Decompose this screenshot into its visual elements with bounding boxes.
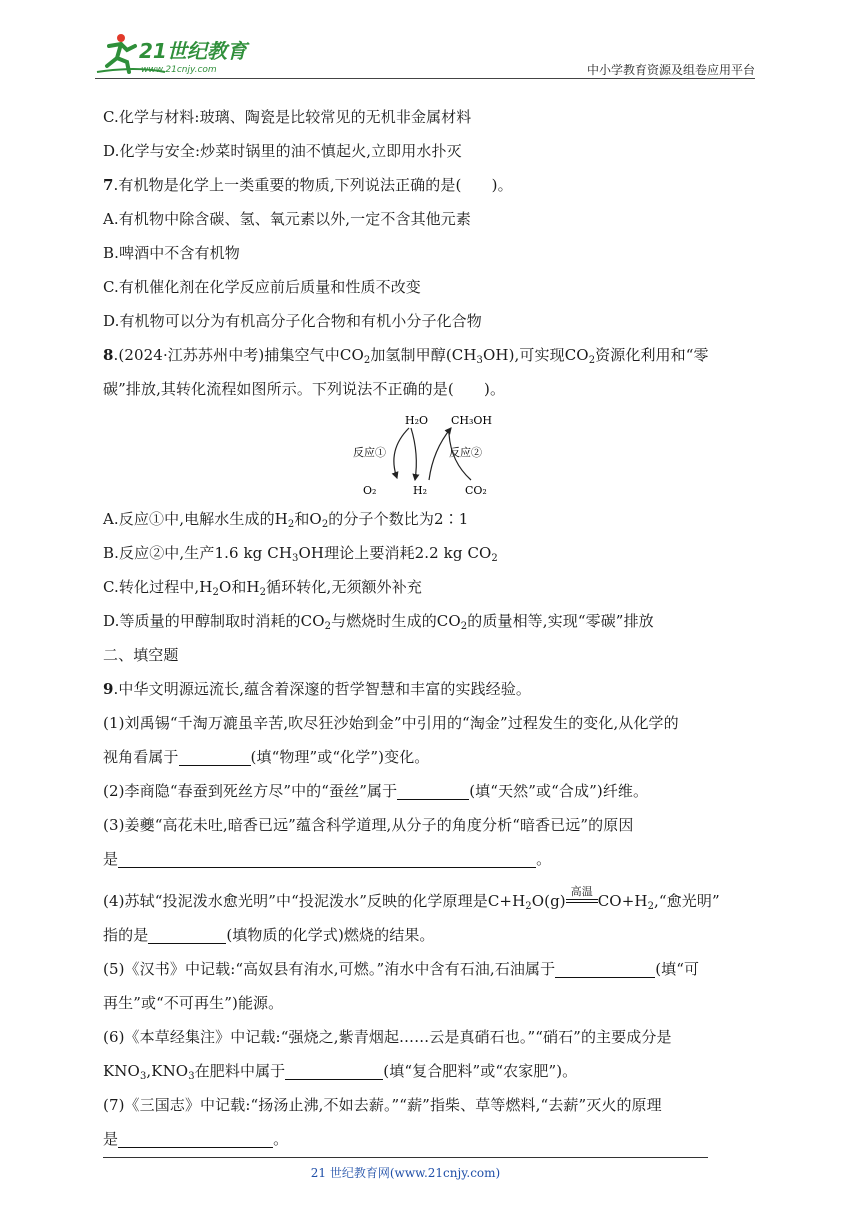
question-9 — [103, 672, 763, 706]
text-fragment: ,“愈光明” — [654, 892, 720, 910]
sub-question-6-line1: (6)《本草经集注》中记载:“强烧之,紫青烟起……云是真硝石也。”“硝石”的主要成分是 — [103, 1028, 672, 1046]
sub-question-4-line1 — [103, 884, 763, 918]
question-text: .有机物是化学上一类重要的物质,下列说法正确的是( )。 — [113, 176, 513, 194]
subscript: 2 — [287, 519, 295, 530]
option-8b — [103, 536, 763, 570]
option-8a — [103, 502, 763, 536]
text-fragment: 。 — [273, 1130, 289, 1148]
text-fragment: (填物质的化学式)燃烧的结果。 — [226, 926, 435, 944]
question-7 — [103, 168, 763, 202]
subscript: 2 — [460, 621, 468, 632]
answer-blank[interactable] — [148, 927, 226, 944]
subscript: 2 — [491, 553, 498, 564]
footer-divider — [103, 1157, 708, 1158]
arrow-to-ch3oh — [429, 428, 451, 480]
text-fragment: B.反应②中,生产1.6 kg CH — [103, 544, 293, 562]
answer-blank[interactable] — [397, 783, 469, 800]
text-fragment: (填“物理”或“化学”)变化。 — [250, 748, 430, 766]
text-fragment: C.转化过程中,H — [103, 578, 213, 596]
question-number: 8 — [103, 346, 114, 364]
logo-url: www.21cnjy.com — [141, 65, 217, 75]
text-fragment: OH理论上要消耗2.2 kg CO — [298, 544, 492, 562]
subscript: 2 — [525, 901, 532, 912]
text-fragment: 加氢制甲醇(CH — [370, 346, 477, 364]
option-6c: C.化学与材料:玻璃、陶瓷是比较常见的无机非金属材料 — [103, 108, 472, 126]
text-fragment: (填“天然”或“合成”)纤维。 — [469, 782, 649, 800]
option-7a: A.有机物中除含碳、氢、氧元素以外,一定不含其他元素 — [103, 210, 471, 228]
text-fragment: 视角看属于 — [103, 748, 179, 766]
option-7b: B.啤酒中不含有机物 — [103, 244, 240, 262]
subscript: 3 — [188, 1071, 195, 1082]
answer-blank[interactable] — [118, 851, 536, 868]
sub-question-7-line2 — [103, 1122, 763, 1156]
sub-question-2 — [103, 774, 763, 808]
reaction-condition — [566, 885, 598, 906]
text-fragment: 与燃烧时生成的CO — [331, 612, 461, 630]
answer-blank[interactable] — [285, 1063, 383, 1080]
answer-blank[interactable] — [179, 749, 251, 766]
text-fragment: (2)李商隐“春蚕到死丝方尽”中的“蚕丝”属于 — [103, 782, 398, 800]
site-name: 中小学教育资源及组卷应用平台 — [586, 63, 755, 77]
question-8 — [103, 338, 763, 372]
text-fragment: 是 — [103, 850, 119, 868]
text-fragment: (4)苏轼“投泥泼水愈光明”中“投泥泼水”反映的化学原理是C+H — [103, 892, 526, 910]
option-8c — [103, 570, 763, 604]
sub-question-3-line2 — [103, 842, 763, 876]
sub-question-4-line2 — [103, 918, 763, 952]
text-fragment: D.等质量的甲醇制取时消耗的CO — [103, 612, 325, 630]
text-fragment: 的分子个数比为2∶1 — [328, 510, 469, 528]
arrow-to-h2 — [411, 428, 416, 480]
label-co2: CO₂ — [465, 484, 487, 497]
text-fragment: 是 — [103, 1130, 119, 1148]
text-fragment: (5)《汉书》中记载:“高奴县有洧水,可燃。”洧水中含有石油,石油属于 — [103, 960, 556, 978]
text-fragment: O(g) — [531, 892, 566, 910]
sub-question-5-line1 — [103, 952, 763, 986]
text-fragment: 资源化利用和“零 — [595, 346, 709, 364]
subscript: 3 — [476, 355, 483, 366]
text-fragment: ,KNO — [146, 1062, 189, 1080]
subscript: 2 — [363, 355, 371, 366]
conversion-diagram-svg — [353, 410, 513, 498]
subscript: 3 — [292, 553, 299, 564]
label-h2o: H₂O — [405, 414, 429, 427]
text-fragment: 。 — [536, 850, 552, 868]
sub-question-3-line1: (3)姜夔“高花未吐,暗香已远”蕴含科学道理,从分子的角度分析“暗香已远”的原因 — [103, 816, 634, 834]
question-8-line2: 碳”排放,其转化流程如图所示。下列说法不正确的是( )。 — [103, 380, 506, 398]
label-h2: H₂ — [413, 484, 428, 497]
subscript: 2 — [321, 519, 329, 530]
text-fragment: 和O — [294, 510, 322, 528]
sub-question-7-line1: (7)《三国志》中记载:“扬汤止沸,不如去薪。”“薪”指柴、草等燃料,“去薪”灭火的原理 — [103, 1096, 662, 1114]
text-fragment: A.反应①中,电解水生成的H — [103, 510, 288, 528]
header-divider — [95, 78, 755, 79]
answer-blank[interactable] — [555, 961, 655, 978]
page-header — [95, 28, 755, 80]
question-content — [103, 100, 763, 1156]
question-number: 9 — [103, 680, 114, 698]
text-fragment: KNO — [103, 1062, 140, 1080]
subscript: 2 — [212, 587, 219, 598]
logo-icon — [95, 32, 265, 76]
text-fragment: 循环转化,无须额外补充 — [266, 578, 422, 596]
text-fragment: 在肥料中属于 — [194, 1062, 286, 1080]
text-fragment: (填“可 — [655, 960, 700, 978]
subscript: 2 — [647, 901, 655, 912]
text-fragment: OH),可实现CO — [483, 346, 589, 364]
conversion-diagram — [103, 406, 763, 502]
footer-text[interactable]: 21 世纪教育网(www.21cnjy.com) — [310, 1166, 501, 1180]
sub-question-1-line1: (1)刘禹锡“千淘万漉虽辛苦,吹尽狂沙始到金”中引用的“淘金”过程发生的变化,从化学的 — [103, 714, 679, 732]
text-fragment: (填“复合肥料”或“农家肥”)。 — [383, 1062, 578, 1080]
option-8d — [103, 604, 763, 638]
question-number: 7 — [103, 176, 114, 194]
logo-text: 21世纪教育 — [139, 39, 247, 63]
question-text: .中华文明源远流长,蕴含着深邃的哲学智慧和丰富的实践经验。 — [113, 680, 531, 698]
subscript: 2 — [324, 621, 332, 632]
answer-blank[interactable] — [118, 1131, 273, 1148]
label-ch3oh: CH₃OH — [451, 414, 493, 427]
option-6d: D.化学与安全:炒菜时锅里的油不慎起火,立即用水扑灭 — [103, 142, 462, 160]
label-o2: O₂ — [363, 484, 377, 497]
subscript: 3 — [139, 1071, 147, 1082]
text-fragment: O和H — [218, 578, 260, 596]
text-fragment: 的质量相等,实现“零碳”排放 — [467, 612, 654, 630]
subscript: 2 — [259, 587, 267, 598]
arrow-to-o2 — [394, 428, 409, 478]
condition-label: 高温 — [570, 885, 593, 898]
option-7c: C.有机催化剂在化学反应前后质量和性质不改变 — [103, 278, 421, 296]
text-fragment: CO+H — [597, 892, 648, 910]
text-fragment: 指的是 — [103, 926, 149, 944]
section-title: 二、填空题 — [103, 646, 179, 664]
sub-question-5-line2: 再生”或“不可再生”)能源。 — [103, 994, 284, 1012]
text-fragment: .(2024·江苏苏州中考)捕集空气中CO — [113, 346, 364, 364]
sub-question-6-line2 — [103, 1054, 763, 1088]
subscript: 2 — [588, 355, 596, 366]
sub-question-1-line2 — [103, 740, 763, 774]
label-reaction2: 反应② — [449, 446, 482, 459]
option-7d: D.有机物可以分为有机高分子化合物和有机小分子化合物 — [103, 312, 482, 330]
label-reaction1: 反应① — [353, 446, 386, 459]
